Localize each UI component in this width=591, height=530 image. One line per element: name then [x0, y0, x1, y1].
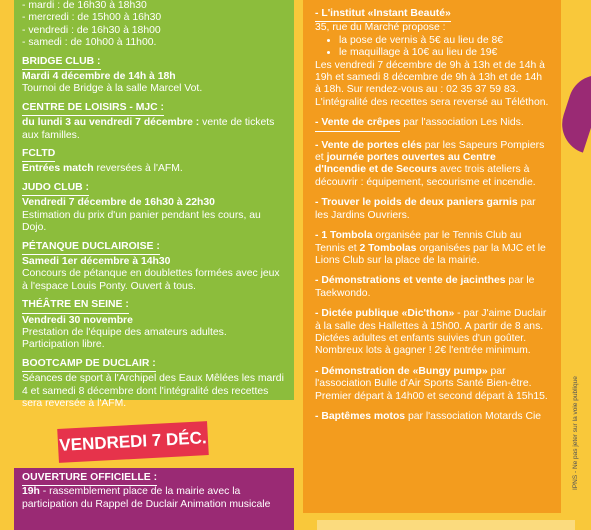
portes-title: - Vente de portes clés: [315, 139, 422, 151]
tombola-text: organisée par le Tennis Club au Tennis et: [315, 230, 522, 254]
ouverture-text: - rassemblement place de la mairie avec la participation du Rappel de Duclair Animation musicale: [22, 486, 271, 510]
bungy-title: - Démonstration de «Bungy pump»: [315, 365, 488, 377]
crepes-title: - Vente de crêpes: [315, 117, 400, 131]
judo-text: Estimation du prix d'un panier pendant les cours, au Dojo.: [22, 209, 261, 234]
loisirs-date: du lundi 3 au vendredi 7 décembre :: [22, 117, 200, 129]
ouverture-time: 19h: [22, 486, 40, 498]
purple-panel: [14, 468, 294, 530]
institut-title: - L'institut «Instant Beauté»: [315, 8, 451, 22]
institut-text: Les vendredi 7 décembre de 9h à 13h et de 14h à 19h et samedi 8 décembre de 9h à 13h et de 14h à 18h. Sur rendez-vous au : 02 35 37 59 83.: [315, 59, 545, 96]
loisirs-text: vente de tickets aux familles.: [22, 117, 275, 141]
bridge-date: Mardi 4 décembre de 14h à 18h: [22, 71, 176, 83]
dictee-title: - Dictée publique «Dic'thon»: [315, 308, 455, 320]
schedule-line: - vendredi : de 16h30 à 18h00: [22, 24, 161, 36]
ouverture-title: OUVERTURE OFFICIELLE :: [22, 472, 157, 486]
portes-text2: avec trois ateliers à découvrir : équipement, secourisme et incendie.: [315, 164, 536, 188]
bridge-text: Tournoi de Bridge à la salle Marcel Vot.: [22, 83, 203, 95]
motos-text: par l'association Motards Cie: [405, 410, 542, 422]
petanque-date: Samedi 1er décembre à 14h30: [22, 255, 171, 267]
jacinthes-title: - Démonstrations et vente de jacinthes: [315, 275, 506, 287]
list-item: • le maquillage à 10€ au lieu de 19€: [339, 47, 549, 59]
fcltd-text: reversées à l'AFM.: [93, 163, 183, 175]
green-panel: [14, 0, 294, 409]
bootcamp-title: BOOTCAMP DE DUCLAIR :: [22, 358, 156, 372]
bootcamp-text: Séances de sport à l'Archipel des Eaux Mêlées les mardi 4 et samedi 8 décembre dont l'intégralité des recettes sera reversée à l'AFM.: [22, 373, 284, 409]
institut-address: 35, rue du Marché propose :: [315, 22, 446, 34]
list-item: • la pose de vernis à 5€ au lieu de 8€: [339, 35, 549, 47]
fcltd-title: FCLTD: [22, 148, 55, 162]
theatre-text: Prestation de l'équipe des amateurs adultes. Participation libre.: [22, 326, 227, 351]
bottom-strip: [317, 520, 575, 530]
portes-text: par les Sapeurs Pompiers et: [315, 139, 545, 164]
paniers-text: par les Jardins Ouvriers.: [315, 197, 536, 221]
petanque-title: PÉTANQUE DUCLAIROISE :: [22, 241, 160, 255]
judo-date: Vendredi 7 décembre de 16h30 à 22h30: [22, 197, 215, 209]
bridge-title: BRIDGE CLUB :: [22, 56, 101, 70]
judo-title: JUDO CLUB :: [22, 182, 89, 196]
schedule-line: - mardi : de 16h30 à 18h30: [22, 0, 147, 11]
theatre-title: THÉÂTRE EN SEINE :: [22, 299, 129, 313]
bungy-text: par l'association Bulle d'Air Sports Santé Bien-être. Premier départ à 14h00 et second départ à 15h15.: [315, 365, 548, 402]
petanque-text: Concours de pétanque en doublettes formées avec jeux à l'espace Louis Ponty. Ouvert à tous.: [22, 268, 280, 292]
crepes-text: par l'association Les Nids.: [400, 117, 524, 129]
schedule-line: - samedi : de 10h00 à 11h00.: [22, 37, 157, 49]
theatre-date: Vendredi 30 novembre: [22, 314, 133, 326]
loisirs-title: CENTRE DE LOISIRS - MJC :: [22, 102, 164, 116]
dictee-text: - par J'aime Duclair à la salle des Hallettes à 15h00. A partir de 8 ans. Dictées adultes et enfants suivies d'un goûter. Nombreux lots à gagner ! 2€ l'entrée minimum.: [315, 308, 547, 357]
orange-panel: [303, 0, 561, 513]
paniers-title: - Trouver le poids de deux paniers garnis: [315, 197, 518, 209]
jacinthes-text: par le Taekwondo.: [315, 275, 535, 299]
portes-title2: journée portes ouvertes au Centre d'Incendie et de Secours: [315, 152, 496, 176]
institut-text2: L'intégralité des recettes sera reversé au Téléthon.: [315, 96, 549, 108]
date-banner: VENDREDI 7 DÉC.: [57, 421, 209, 463]
schedule-line: - mercredi : de 15h00 à 16h30: [22, 12, 162, 24]
institut-list: [315, 35, 549, 60]
tombola-title: - 1 Tombola: [315, 230, 373, 242]
motos-title: - Baptêmes motos: [315, 410, 406, 422]
tombola-text2: organisées par la MJC et le Lions Club sur la place de la mairie.: [315, 242, 546, 266]
legal-mention: IPNS - Ne pas jeter sur la voie publique: [572, 376, 579, 490]
tombola-title2: 2 Tombolas: [359, 242, 417, 254]
fcltd-date: Entrées match: [22, 163, 94, 175]
